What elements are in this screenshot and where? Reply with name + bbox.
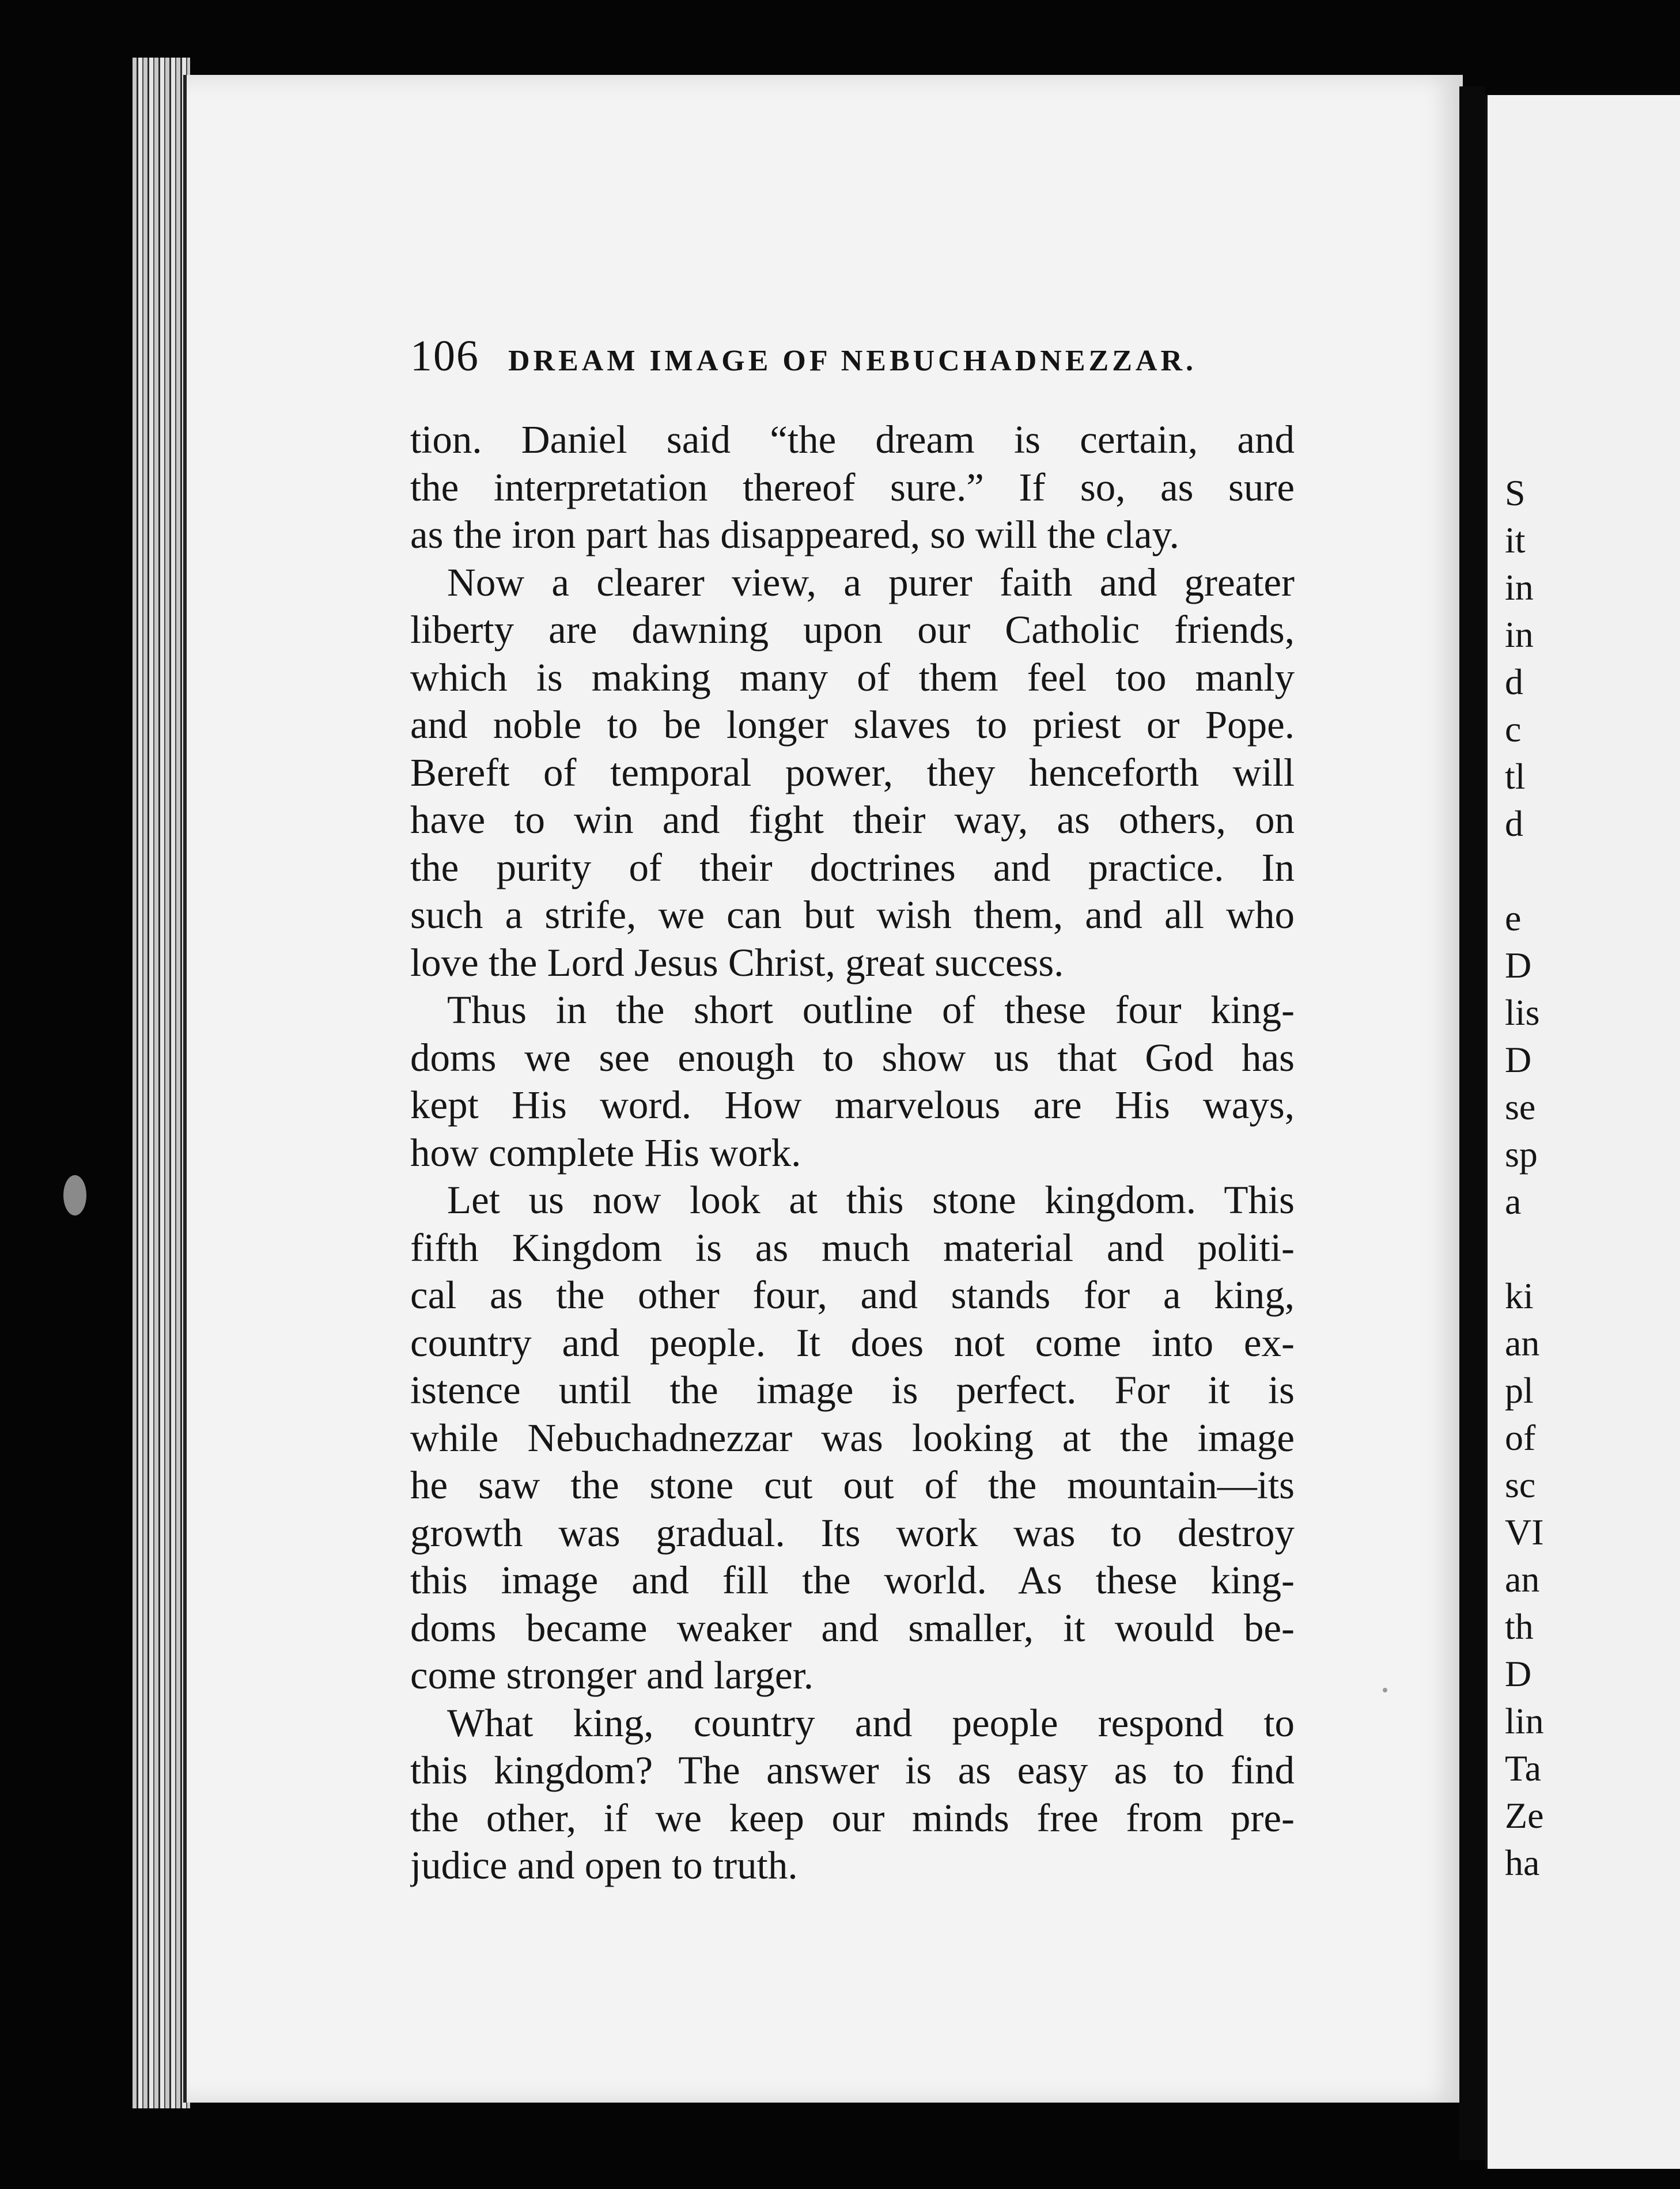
fragment-line: pl: [1505, 1370, 1534, 1411]
facing-page: [1485, 95, 1680, 2169]
fragment-line: se: [1505, 1086, 1536, 1127]
fragment-line: sp: [1505, 1134, 1538, 1175]
text-line: judice and open to truth.: [410, 1843, 798, 1887]
text-line: country and people. It does not come into ex-: [410, 1320, 1295, 1365]
text-line: What king, country and people respond to: [447, 1701, 1295, 1745]
text-line: how complete His work.: [410, 1130, 801, 1175]
text-line: as the iron part has disappeared, so will the clay.: [410, 513, 1179, 556]
text-line: Bereft of temporal power, they henceforth will: [410, 750, 1295, 794]
text-line: and noble to be longer slaves to priest or Pope.: [410, 703, 1295, 747]
text-line: tion. Daniel said “the dream is certain, and: [410, 418, 1295, 461]
fragment-line: VI: [1505, 1512, 1544, 1552]
fragment-line: lis: [1505, 992, 1540, 1033]
text-line: come stronger and larger.: [410, 1653, 813, 1697]
page-edges: [133, 58, 190, 2108]
dust-speck: [1383, 1688, 1387, 1692]
fragment-line: ki: [1505, 1275, 1534, 1316]
fragment-line: an: [1505, 1323, 1540, 1364]
text-line: this kingdom? The answer is as easy as to find: [410, 1748, 1295, 1792]
fragment-line: of: [1505, 1417, 1536, 1458]
text-line: doms became weaker and smaller, it would be-: [410, 1605, 1295, 1650]
fragment-line: tl: [1505, 756, 1526, 797]
running-head: [410, 331, 1217, 383]
text-line: Now a clearer view, a purer faith and greater: [447, 560, 1295, 604]
fragment-line: a: [1505, 1181, 1522, 1222]
fragment-line: e: [1505, 897, 1522, 938]
text-line: fifth Kingdom is as much material and politi-: [410, 1225, 1295, 1270]
text-line: liberty are dawning upon our Catholic friends,: [410, 608, 1295, 652]
fragment-line: c: [1505, 709, 1522, 749]
book-gutter: [1459, 86, 1485, 2160]
fragment-line: sc: [1505, 1464, 1536, 1505]
fragment-line: D: [1505, 945, 1532, 986]
fragment-line: Ze: [1505, 1795, 1544, 1836]
page-number: 106: [410, 332, 479, 380]
text-line: the other, if we keep our minds free from pre-: [410, 1796, 1295, 1840]
fragment-line: [1505, 1225, 1678, 1273]
fragment-line: D: [1505, 1039, 1532, 1080]
text-line: have to win and fight their way, as others, on: [410, 798, 1295, 842]
fragment-line: S: [1505, 472, 1526, 513]
text-line: the interpretation thereof sure.” If so, as sure: [410, 465, 1295, 509]
text-line: such a strife, we can but wish them, and all who: [410, 893, 1295, 937]
fragment-line: lin: [1505, 1701, 1544, 1741]
fragment-line: th: [1505, 1606, 1534, 1647]
text-line: he saw the stone cut out of the mountain—its: [410, 1463, 1295, 1507]
text-line: while Nebuchadnezzar was looking at the image: [410, 1415, 1295, 1460]
text-line: doms we see enough to show us that God has: [410, 1035, 1295, 1080]
fragment-line: in: [1505, 567, 1534, 608]
running-title: DREAM IMAGE OF NEBUCHADNEZZAR.: [508, 344, 1197, 377]
text-line: love the Lord Jesus Christ, great success.: [410, 940, 1064, 984]
fragment-line: in: [1505, 614, 1534, 655]
text-line: Let us now look at this stone kingdom. This: [447, 1178, 1295, 1222]
text-line: istence until the image is perfect. For it is: [410, 1368, 1295, 1412]
text-line: the purity of their doctrines and practice. In: [410, 845, 1295, 889]
fragment-line: d: [1505, 661, 1523, 702]
fragment-line: [1505, 847, 1678, 895]
text-line: Thus in the short outline of these four king-: [447, 988, 1295, 1032]
fragment-line: ha: [1505, 1842, 1540, 1883]
fragment-line: an: [1505, 1559, 1540, 1600]
text-line: cal as the other four, and stands for a king,: [410, 1273, 1295, 1317]
fragment-line: D: [1505, 1653, 1532, 1694]
fragment-line: it: [1505, 520, 1526, 560]
text-line: which is making many of them feel too manly: [410, 655, 1295, 699]
text-line: this image and fill the world. As these king-: [410, 1558, 1295, 1602]
body-text: [410, 416, 1295, 1889]
fragment-line: d: [1505, 803, 1523, 844]
text-line: kept His word. How marvelous are His ways,: [410, 1083, 1295, 1127]
facing-page-text: [1505, 469, 1678, 1887]
fragment-line: Ta: [1505, 1748, 1542, 1789]
dust-speck: [63, 1175, 86, 1215]
text-line: growth was gradual. Its work was to destroy: [410, 1510, 1295, 1555]
